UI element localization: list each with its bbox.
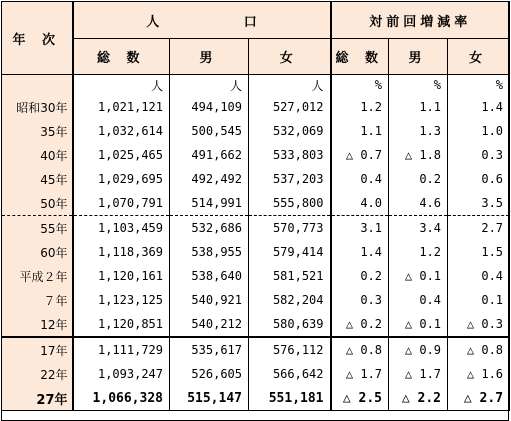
year-cell: 35年 [2, 119, 73, 143]
year-cell: 50年 [2, 191, 73, 216]
pop-total-cell: 1,066,328 [73, 386, 170, 411]
pop-female-cell: 570,773 [249, 216, 331, 241]
pop-total-cell: 1,070,791 [73, 191, 170, 216]
unit-rate-total: % [331, 75, 389, 96]
unit-pop-male: 人 [170, 75, 249, 96]
rate-female-cell: 0.3 [448, 143, 510, 167]
rate-total-cell: △ 2.5 [331, 386, 389, 411]
year-cell: 60年 [2, 240, 73, 264]
pop-female-cell: 566,642 [249, 362, 331, 386]
rate-female-cell: 1.0 [448, 119, 510, 143]
pop-female-cell: 580,639 [249, 312, 331, 337]
population-table-container [1, 1, 510, 411]
rate-total-cell: △ 0.7 [331, 143, 389, 167]
pop-total-cell: 1,111,729 [73, 337, 170, 362]
rate-male-cell: 1.1 [389, 95, 448, 119]
table-row [2, 312, 510, 337]
rate-female-cell: △ 2.7 [448, 386, 510, 411]
header-year: 年 次 [2, 2, 73, 75]
pop-male-cell: 532,686 [170, 216, 249, 241]
pop-total-cell: 1,029,695 [73, 167, 170, 191]
pop-male-cell: 526,605 [170, 362, 249, 386]
pop-total-cell: 1,025,465 [73, 143, 170, 167]
table-row [2, 337, 510, 362]
rate-male-cell: △ 1.7 [389, 362, 448, 386]
pop-male-cell: 538,955 [170, 240, 249, 264]
pop-female-cell: 555,800 [249, 191, 331, 216]
pop-total-cell: 1,103,459 [73, 216, 170, 241]
population-table [1, 1, 510, 411]
rate-total-cell: △ 0.2 [331, 312, 389, 337]
table-row [2, 362, 510, 386]
table-row [2, 216, 510, 241]
rate-male-cell: △ 0.1 [389, 312, 448, 337]
rate-total-cell: 1.4 [331, 240, 389, 264]
header-change-rate: 対前回増減率 [331, 2, 510, 39]
year-cell: 昭和30年 [2, 95, 73, 119]
rate-total-cell: △ 0.8 [331, 337, 389, 362]
rate-female-cell: △ 0.3 [448, 312, 510, 337]
unit-pop-total: 人 [73, 75, 170, 96]
rate-male-cell: 3.4 [389, 216, 448, 241]
rate-female-cell: 1.4 [448, 95, 510, 119]
table-row [2, 288, 510, 312]
pop-total-cell: 1,118,369 [73, 240, 170, 264]
rate-male-cell: 0.4 [389, 288, 448, 312]
year-cell: 平成２年 [2, 264, 73, 288]
table-row [2, 191, 510, 216]
table-row [2, 240, 510, 264]
rate-female-cell: 0.4 [448, 264, 510, 288]
pop-female-cell: 581,521 [249, 264, 331, 288]
year-cell: 12年 [2, 312, 73, 337]
table-row [2, 264, 510, 288]
unit-pop-female: 人 [249, 75, 331, 96]
pop-total-cell: 1,120,161 [73, 264, 170, 288]
header-rate-male: 男 [389, 39, 448, 75]
rate-total-cell: 1.2 [331, 95, 389, 119]
rate-total-cell: 4.0 [331, 191, 389, 216]
pop-total-cell: 1,032,614 [73, 119, 170, 143]
pop-male-cell: 535,617 [170, 337, 249, 362]
pop-female-cell: 582,204 [249, 288, 331, 312]
rate-male-cell: 1.3 [389, 119, 448, 143]
pop-female-cell: 537,203 [249, 167, 331, 191]
pop-male-cell: 500,545 [170, 119, 249, 143]
pop-male-cell: 491,662 [170, 143, 249, 167]
pop-total-cell: 1,021,121 [73, 95, 170, 119]
year-cell: 45年 [2, 167, 73, 191]
unit-rate-female: % [448, 75, 510, 96]
header-rate-female: 女 [448, 39, 510, 75]
header-pop-female: 女 [249, 39, 331, 75]
table-row [2, 386, 510, 411]
rate-female-cell: △ 0.8 [448, 337, 510, 362]
pop-male-cell: 514,991 [170, 191, 249, 216]
rate-male-cell: 4.6 [389, 191, 448, 216]
pop-total-cell: 1,123,125 [73, 288, 170, 312]
table-row [2, 95, 510, 119]
year-cell: 17年 [2, 337, 73, 362]
rate-female-cell: 3.5 [448, 191, 510, 216]
unit-rate-male: % [389, 75, 448, 96]
pop-male-cell: 492,492 [170, 167, 249, 191]
table-row [2, 167, 510, 191]
rate-female-cell: 1.5 [448, 240, 510, 264]
table-row [2, 119, 510, 143]
year-cell: 22年 [2, 362, 73, 386]
rate-male-cell: △ 1.8 [389, 143, 448, 167]
rate-total-cell: 0.2 [331, 264, 389, 288]
rate-male-cell: 0.2 [389, 167, 448, 191]
rate-female-cell: 0.1 [448, 288, 510, 312]
pop-female-cell: 551,181 [249, 386, 331, 411]
rate-female-cell: 2.7 [448, 216, 510, 241]
rate-male-cell: △ 0.9 [389, 337, 448, 362]
year-cell: 40年 [2, 143, 73, 167]
rate-female-cell: △ 1.6 [448, 362, 510, 386]
pop-male-cell: 515,147 [170, 386, 249, 411]
pop-female-cell: 576,112 [249, 337, 331, 362]
pop-female-cell: 532,069 [249, 119, 331, 143]
header-population: 人 口 [73, 2, 331, 39]
pop-total-cell: 1,093,247 [73, 362, 170, 386]
header-pop-male: 男 [170, 39, 249, 75]
header-rate-total: 総 数 [331, 39, 389, 75]
rate-total-cell: △ 1.7 [331, 362, 389, 386]
pop-male-cell: 538,640 [170, 264, 249, 288]
year-cell: 27年 [2, 386, 73, 411]
pop-male-cell: 540,212 [170, 312, 249, 337]
unit-year-cell [2, 75, 73, 96]
rate-male-cell: 1.2 [389, 240, 448, 264]
table-row [2, 143, 510, 167]
unit-row [2, 75, 510, 96]
rate-male-cell: △ 0.1 [389, 264, 448, 288]
rate-total-cell: 0.4 [331, 167, 389, 191]
pop-female-cell: 579,414 [249, 240, 331, 264]
pop-female-cell: 533,803 [249, 143, 331, 167]
pop-male-cell: 494,109 [170, 95, 249, 119]
rate-total-cell: 3.1 [331, 216, 389, 241]
pop-male-cell: 540,921 [170, 288, 249, 312]
year-cell: ７年 [2, 288, 73, 312]
header-pop-total: 総 数 [73, 39, 170, 75]
rate-total-cell: 0.3 [331, 288, 389, 312]
rate-female-cell: 0.6 [448, 167, 510, 191]
year-cell: 55年 [2, 216, 73, 241]
pop-female-cell: 527,012 [249, 95, 331, 119]
rate-male-cell: △ 2.2 [389, 386, 448, 411]
pop-total-cell: 1,120,851 [73, 312, 170, 337]
rate-total-cell: 1.1 [331, 119, 389, 143]
